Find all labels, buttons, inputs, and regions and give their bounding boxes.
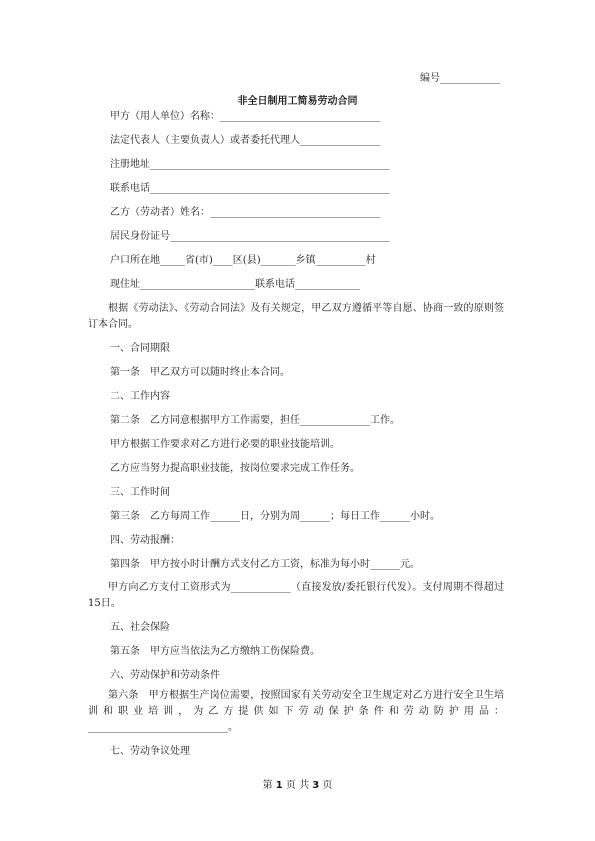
article-5: 第五条 甲方应当依法为乙方缴纳工伤保险费。 — [110, 646, 320, 657]
section-2-paragraph-1: 甲方根据工作要求对乙方进行必要的职业技能培训。 — [110, 439, 340, 450]
footer-current-page: 1 — [275, 780, 283, 791]
party-a-name-field: 甲方（用人单位）名称：________________________________ — [110, 111, 380, 122]
section-6-heading: 六、劳动保护和劳动条件 — [110, 670, 220, 681]
section-7-heading: 七、劳动争议处理 — [110, 746, 190, 757]
footer-middle: 页 共 — [285, 780, 310, 791]
article-1: 第一条 甲乙双方可以随时终止本合同。 — [110, 367, 290, 378]
preamble-paragraph: 根据《劳动法》、《劳动合同法》及有关规定，甲乙双方遵循平等自愿、协商一致的原则签订本合同。 — [88, 303, 504, 330]
page-footer — [0, 780, 595, 792]
section-4-heading: 四、劳动报酬： — [110, 535, 180, 546]
party-b-residence-field: 现住址_______________________联系电话_____________ — [110, 279, 360, 290]
party-a-address-field: 注册地址________________________________________________ — [110, 159, 390, 170]
footer-total-pages: 3 — [312, 780, 320, 791]
party-b-id-field: 居民身份证号____________________________________________ — [110, 231, 390, 242]
section-5-heading: 五、社会保险 — [110, 622, 170, 633]
article-4: 第四条 甲方按小时计酬方式支付乙方工资，标准为每小时______元。 — [110, 559, 420, 570]
footer-suffix: 页 — [322, 780, 333, 791]
section-2-heading: 二、工作内容 — [110, 391, 170, 402]
article-3: 第三条 乙方每周工作______日，分别为周______；每日工作______小时。 — [110, 511, 440, 522]
party-b-hukou-field: 户口所在地_____省(市)____区(县)_______乡镇__________村 — [110, 255, 376, 266]
party-a-representative-field: 法定代表人（主要负责人）或者委托代理人________________ — [110, 135, 380, 146]
footer-prefix: 第 — [262, 780, 273, 791]
party-b-name-field: 乙方（劳动者）姓名：__________________________________ — [110, 207, 380, 218]
document-number: 编号____________ — [420, 73, 500, 84]
article-2: 第二条 乙方同意根据甲方工作需要，担任______________工作。 — [110, 415, 400, 426]
document-title: 非全日制用工简易劳动合同 — [237, 96, 358, 107]
section-2-paragraph-2: 乙方应当努力提高职业技能，按岗位要求完成工作任务。 — [110, 463, 360, 474]
section-3-heading: 三、工作时间 — [110, 487, 170, 498]
article-6: 第六条 甲方根据生产岗位需要，按照国家有关劳动安全卫生规定对乙方进行安全卫生培训和职业培训，为乙方提供如下劳动保护条件和劳动防护用品：____________________________。 — [88, 690, 504, 733]
section-4-paragraph-1: 甲方向乙方支付工资形式为____________（直接发放/委托银行代发）。支付周期不得超过15日。 — [88, 582, 504, 609]
party-a-phone-field: 联系电话________________________________________________ — [110, 183, 390, 194]
section-1-heading: 一、合同期限 — [110, 343, 170, 354]
